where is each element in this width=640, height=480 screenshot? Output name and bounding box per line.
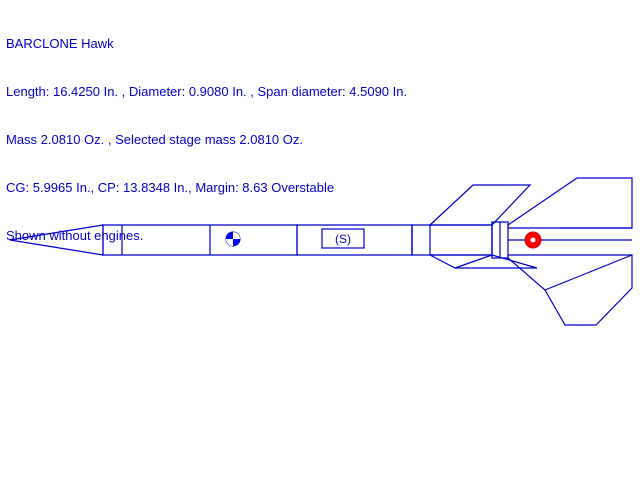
cp-marker xyxy=(525,232,541,248)
forward-fin-upper xyxy=(430,185,530,225)
cp-marker-center xyxy=(531,238,536,243)
engines-note-label: Shown without engines. xyxy=(6,228,144,243)
aft-fin-line-lower xyxy=(545,255,632,290)
nose-cone xyxy=(10,225,103,255)
mass-label: Mass 2.0810 Oz. , Selected stage mass 2.0810 Oz. xyxy=(6,132,303,147)
stage-label-text: (S) xyxy=(335,232,351,246)
stability-label: CG: 5.9965 In., CP: 13.8348 In., Margin: 8.63 Overstable xyxy=(6,180,335,195)
dimensions-label: Length: 16.4250 In. , Diameter: 0.9080 In. , Span diameter: 4.5090 In. xyxy=(6,84,408,99)
body-tube-forward xyxy=(103,225,297,255)
rocket-body xyxy=(10,222,508,258)
cg-marker-quadrant xyxy=(233,232,240,239)
rocket-name-label: BARCLONE Hawk xyxy=(6,36,114,51)
stage-label-group xyxy=(322,229,364,248)
body-tube-aft xyxy=(412,225,492,255)
cg-marker xyxy=(226,232,240,246)
aft-fin-set xyxy=(508,178,632,325)
forward-fin-detail xyxy=(455,255,492,268)
cg-marker-quadrant-2 xyxy=(226,239,233,246)
forward-fin-lower xyxy=(430,255,537,268)
